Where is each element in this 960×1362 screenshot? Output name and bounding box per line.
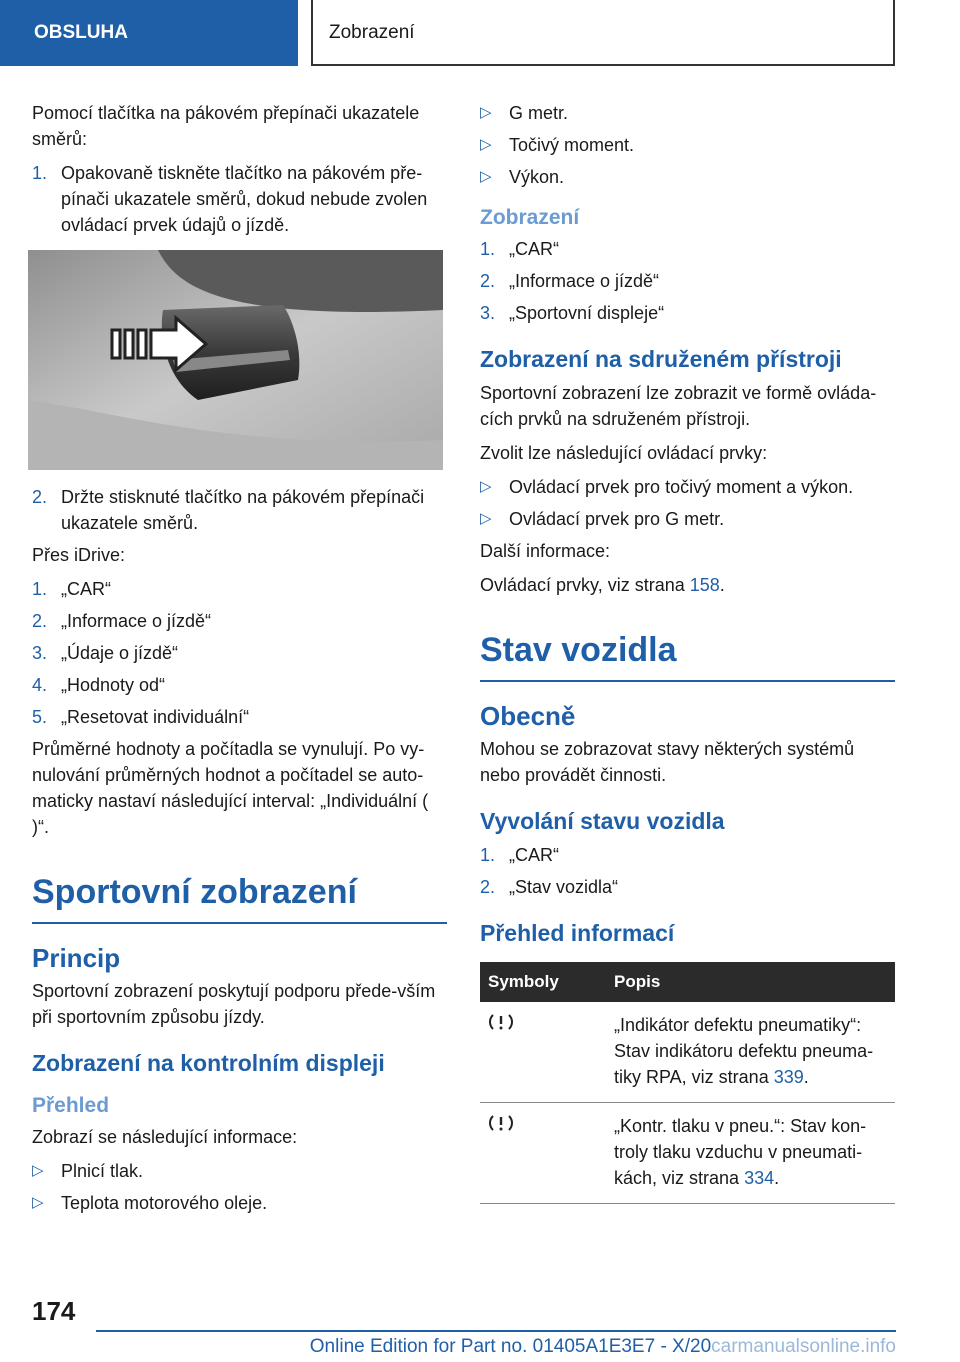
step-number: 2. bbox=[32, 487, 48, 507]
page-link-158[interactable]: 158 bbox=[689, 575, 720, 595]
bullet-triangle-icon: ▷ bbox=[480, 478, 492, 495]
step-number: 3. bbox=[480, 303, 496, 323]
list-item bbox=[480, 164, 895, 190]
footer bbox=[0, 1336, 896, 1358]
step-text: „CAR“ bbox=[61, 579, 111, 599]
idrive-label: Přes iDrive: bbox=[32, 545, 126, 565]
table-header-row bbox=[480, 962, 895, 1002]
prehled-text: Zobrazí se následující informace: bbox=[32, 1127, 298, 1147]
symbol-cell bbox=[480, 1103, 606, 1204]
step-number: 1. bbox=[480, 239, 496, 259]
list-item bbox=[32, 640, 447, 666]
footer-divider bbox=[96, 1330, 896, 1332]
reset-text: Průměrné hodnoty a počítadla se vynulují. Po vy-nulování průměrných hodnot a počítadel se auto-maticky nastaví následující interval: „Individuální ( )“. bbox=[32, 739, 429, 837]
left-column bbox=[32, 100, 447, 1222]
bullet-text: Plnicí tlak. bbox=[61, 1161, 144, 1181]
list-item bbox=[480, 132, 895, 158]
warning-tire-icon bbox=[488, 1012, 514, 1032]
warning-tire-icon bbox=[488, 1113, 514, 1133]
bullet-triangle-icon: ▷ bbox=[480, 510, 492, 527]
vyvolani-steps bbox=[480, 842, 895, 900]
bullet-text: G metr. bbox=[509, 103, 569, 123]
heading-obecne: Obecně bbox=[480, 701, 576, 731]
list-item bbox=[480, 874, 895, 900]
bullet-triangle-icon: ▷ bbox=[480, 136, 492, 153]
step-number: 5. bbox=[32, 707, 48, 727]
bullet-text: Ovládací prvek pro točivý moment a výkon. bbox=[509, 477, 854, 497]
step-text: „Údaje o jízdě“ bbox=[61, 643, 179, 663]
edition-text: Online Edition for Part no. 01405A1E3E7 - X/20 bbox=[309, 1336, 712, 1357]
prehled-list-continued bbox=[480, 100, 895, 190]
page-number: 174 bbox=[32, 1296, 76, 1326]
list-item bbox=[32, 576, 447, 602]
idrive-steps bbox=[32, 576, 447, 730]
heading-vyvolani-stavu: Vyvolání stavu vozidla bbox=[480, 808, 725, 834]
step-number: 2. bbox=[480, 271, 496, 291]
heading-princip: Princip bbox=[32, 943, 121, 973]
list-item bbox=[480, 842, 895, 868]
steps-list-b bbox=[32, 484, 447, 536]
zobrazeni-steps bbox=[480, 236, 895, 326]
info-table bbox=[480, 962, 895, 1204]
list-item bbox=[32, 1158, 447, 1184]
list-item bbox=[32, 608, 447, 634]
bullet-text: Teplota motorového oleje. bbox=[61, 1193, 268, 1213]
bullet-text: Ovládací prvek pro G metr. bbox=[509, 509, 725, 529]
bullet-triangle-icon: ▷ bbox=[32, 1162, 44, 1179]
bullet-triangle-icon: ▷ bbox=[32, 1194, 44, 1211]
step-text: „CAR“ bbox=[509, 845, 559, 865]
step-text: „Stav vozidla“ bbox=[509, 877, 619, 897]
dalsi-informace: Další informace: bbox=[480, 541, 611, 561]
page-link-339[interactable]: 339 bbox=[773, 1067, 804, 1087]
list-item bbox=[480, 268, 895, 294]
turn-signal-lever-photo bbox=[28, 250, 443, 470]
list-item bbox=[32, 672, 447, 698]
description-cell: „Indikátor defektu pneumatiky“: Stav indikátoru defektu pneuma-tiky RPA, viz strana 339. bbox=[606, 1002, 895, 1103]
heading-prehled-informaci: Přehled informací bbox=[480, 920, 675, 946]
heading-zobrazeni: Zobrazení bbox=[480, 206, 580, 229]
step-text: „Resetovat individuální“ bbox=[61, 707, 250, 727]
table-row bbox=[480, 1002, 895, 1103]
step-text: Držte stisknuté tlačítko na pákovém přepínači ukazatele směrů. bbox=[61, 487, 425, 533]
zvolit-text: Zvolit lze následující ovládací prvky: bbox=[480, 443, 768, 463]
list-item bbox=[32, 484, 447, 536]
list-item bbox=[480, 100, 895, 126]
heading-sdruzeny-pristroj: Zobrazení na sdruženém přístroji bbox=[480, 346, 842, 372]
heading-kontrolni-displej: Zobrazení na kontrolním displeji bbox=[32, 1050, 385, 1076]
list-item bbox=[480, 474, 895, 500]
princip-text: Sportovní zobrazení poskytují podporu přede-vším při sportovním způsobu jízdy. bbox=[32, 981, 436, 1027]
list-item bbox=[32, 160, 447, 238]
description-cell: „Kontr. tlaku v pneu.“: Stav kon-troly tlaku vzduchu v pneumati-kách, viz strana 334. bbox=[606, 1103, 895, 1204]
zvolit-list bbox=[480, 474, 895, 532]
step-text: „CAR“ bbox=[509, 239, 559, 259]
table-row bbox=[480, 1103, 895, 1204]
column-header-symboly: Symboly bbox=[480, 962, 606, 1002]
list-item bbox=[32, 1190, 447, 1216]
step-number: 1. bbox=[480, 845, 496, 865]
ovladaci-prvky-ref: Ovládací prvky, viz strana 158. bbox=[480, 575, 725, 595]
heading-stav-vozidla: Stav vozidla bbox=[480, 630, 895, 682]
steps-list-a bbox=[32, 160, 447, 238]
column-header-popis: Popis bbox=[606, 962, 895, 1002]
step-text: „Informace o jízdě“ bbox=[61, 611, 212, 631]
description-text: „Kontr. tlaku v pneu.“: Stav kon-troly tlaku vzduchu v pneumati-kách, viz strana bbox=[614, 1116, 867, 1188]
prehled-list bbox=[32, 1158, 447, 1216]
step-number: 2. bbox=[32, 611, 48, 631]
chapter-title: Zobrazení bbox=[311, 0, 895, 66]
bullet-text: Točivý moment. bbox=[509, 135, 635, 155]
bullet-triangle-icon: ▷ bbox=[480, 168, 492, 185]
step-number: 1. bbox=[32, 579, 48, 599]
intro-text: Pomocí tlačítka na pákovém přepínači ukazatele směrů: bbox=[32, 103, 420, 149]
page-header bbox=[0, 0, 960, 66]
heading-sportovni-zobrazeni: Sportovní zobrazení bbox=[32, 872, 447, 924]
step-number: 2. bbox=[480, 877, 496, 897]
step-number: 3. bbox=[32, 643, 48, 663]
list-item bbox=[32, 704, 447, 730]
right-column bbox=[480, 100, 895, 1204]
bullet-triangle-icon: ▷ bbox=[480, 104, 492, 121]
step-number: 4. bbox=[32, 675, 48, 695]
step-text: „Sportovní displeje“ bbox=[509, 303, 665, 323]
step-text: „Informace o jízdě“ bbox=[509, 271, 660, 291]
section-label: OBSLUHA bbox=[0, 0, 298, 66]
step-text: „Hodnoty od“ bbox=[61, 675, 166, 695]
description-text: „Indikátor defektu pneumatiky“: Stav indikátoru defektu pneuma-tiky RPA, viz strana bbox=[614, 1015, 874, 1087]
step-number: 1. bbox=[32, 163, 48, 183]
obecne-text: Mohou se zobrazovat stavy některých systémů nebo provádět činnosti. bbox=[480, 739, 855, 785]
list-item bbox=[480, 236, 895, 262]
heading-prehled: Přehled bbox=[32, 1094, 110, 1117]
bullet-text: Výkon. bbox=[509, 167, 565, 187]
page-link-334[interactable]: 334 bbox=[744, 1168, 775, 1188]
ref-text: Ovládací prvky, viz strana bbox=[480, 575, 690, 595]
watermark-text: carmanualsonline.info bbox=[711, 1336, 896, 1357]
list-item bbox=[480, 300, 895, 326]
list-item bbox=[480, 506, 895, 532]
symbol-cell bbox=[480, 1002, 606, 1103]
sdruzene-text: Sportovní zobrazení lze zobrazit ve formě ovláda-cích prvků na sdruženém přístroji. bbox=[480, 383, 877, 429]
step-text: Opakovaně tiskněte tlačítko na pákovém pře-pínači ukazatele směrů, dokud nebude zvolen ovládací prvek údajů o jízdě. bbox=[61, 163, 428, 235]
